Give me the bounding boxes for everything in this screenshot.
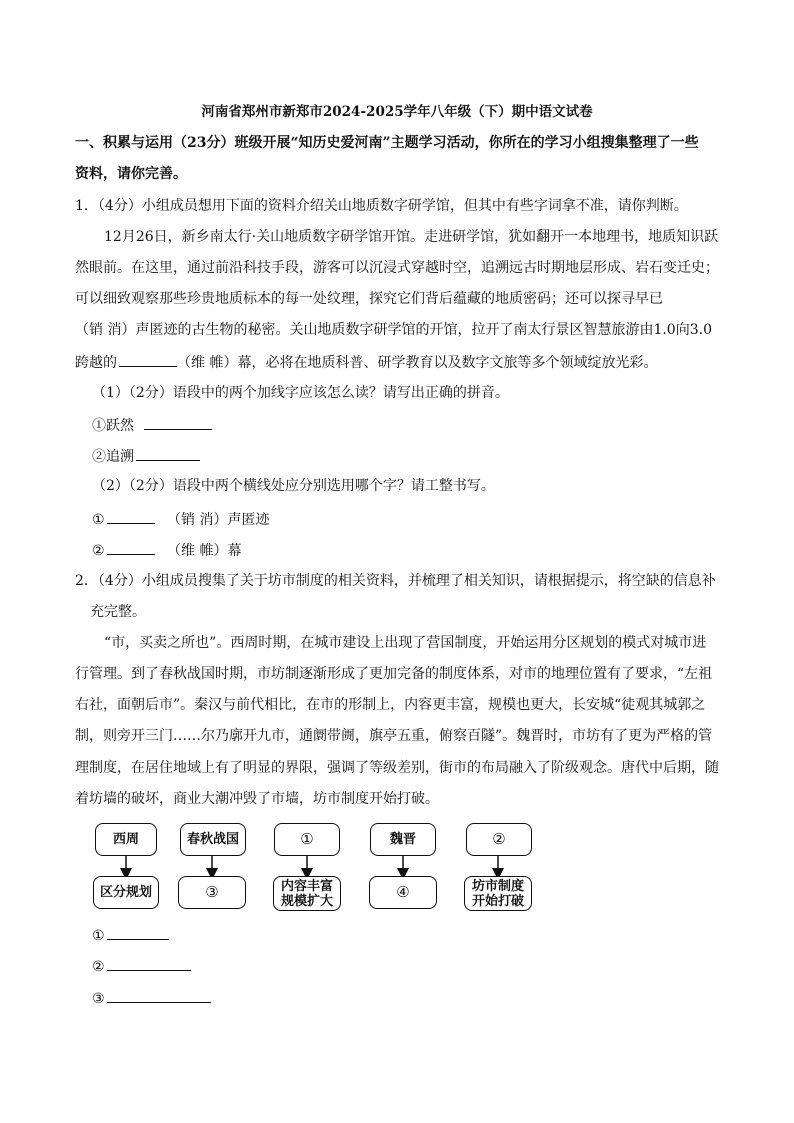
passage-line: 然眼前。在这里，通过前沿科技手段，游客可以沉浸式穿越时空，追溯远古时期地层形成、岩石变迁史； xyxy=(75,260,719,276)
passage-line: （销 消）声匿迹的古生物的秘密。关山地质数字研学馆的开馆，拉开了南太行景区智慧旅游由1.0向3.0 xyxy=(75,322,712,338)
diagram-box-top: ② xyxy=(466,823,532,856)
answer-blank[interactable] xyxy=(107,923,169,940)
passage-line: 制，则旁开三门……尔乃廓开九市，通阛带阓，旗亭五重，俯察百隧”。魏晋时，市坊有了更为严格的管 xyxy=(75,728,713,744)
answer-blank[interactable] xyxy=(107,986,211,1003)
passage-line: 12月26日，新乡南太行·关山地质数字研学馆开馆。走进研学馆，犹如翻开一本地理书，地质知识跃 xyxy=(104,229,719,245)
diagram-box-top: 魏晋 xyxy=(370,823,436,856)
answer-label: （维 帷）幕 xyxy=(167,543,242,559)
sub-question-2: （2）（2分）语段中两个横线处应分别选用哪个字？请工整书写。 xyxy=(92,478,495,494)
question-2-stem: 2．（4分）小组成员搜集了关于坊市制度的相关资料，并梳理了相关知识，请根据提示，将空缺的信息补 xyxy=(75,573,716,589)
diagram-box-bottom: ④ xyxy=(369,876,437,909)
diagram-box-bottom: 内容丰富 规模扩大 xyxy=(273,876,341,911)
answer-label: ①跃然 xyxy=(92,418,134,434)
question-1-stem: 1．（4分）小组成员想用下面的资料介绍关山地质数字研学馆，但其中有些字词拿不准，请你判断。 xyxy=(75,198,688,214)
passage-line: 着坊墙的破坏，商业大潮冲毁了市墙，坊市制度开始打破。 xyxy=(75,791,439,807)
answer-marker: ③ xyxy=(92,991,105,1007)
answer-marker: ① xyxy=(92,512,105,528)
passage-line: 行管理。到了春秋战国时期，市坊制逐渐形成了更加完备的制度体系，对市的地理位置有了要求，“左祖 xyxy=(75,666,713,682)
answer-item xyxy=(92,954,191,978)
passage-line: 右社，面朝后市”。秦汉与前代相比，在市的形制上，内容更丰富，规模也更大，长安城“徒观其城郭之 xyxy=(75,697,706,713)
sub-question-1: （1）（2分）语段中的两个加线字应该怎么读？请写出正确的拼音。 xyxy=(92,385,509,401)
diagram-box-bottom: 区分规划 xyxy=(93,876,159,909)
answer-item xyxy=(92,923,169,947)
answer-marker: ② xyxy=(92,959,105,975)
answer-label: ②追溯 xyxy=(92,449,134,465)
passage-text: 跨越的 xyxy=(75,355,117,371)
passage-line: 理制度，在居住地域上有了明显的界限，强调了等级差别，街市的布局融入了阶级观念。唐代中后期，随 xyxy=(75,760,719,776)
answer-marker: ① xyxy=(92,928,105,944)
section-heading-cont: 资料，请你完善。 xyxy=(75,166,187,182)
question-2-stem-cont: 充完整。 xyxy=(90,604,146,620)
diagram-box-bottom: 坊市制度 开始打破 xyxy=(464,876,532,911)
diagram-box-bottom: ③ xyxy=(178,876,246,909)
section-heading: 一、积累与运用（23分）班级开展“知历史爱河南”主题学习活动，你所在的学习小组搜集整理了一些 xyxy=(75,135,699,151)
passage-line: “市，买卖之所也”。西周时期，在城市建设上出现了营国制度，开始运用分区规划的模式对城市进 xyxy=(104,635,707,651)
passage-line: 可以细致观察那些珍贵地质标本的每一处纹理，探究它们背后蕴藏的地质密码；还可以探寻早已 xyxy=(75,291,663,307)
answer-item xyxy=(92,986,211,1010)
diagram-box-top: ① xyxy=(274,823,340,856)
diagram-box-top: 西周 xyxy=(95,823,157,856)
diagram-box-top: 春秋战国 xyxy=(180,823,246,856)
answer-marker: ② xyxy=(92,543,105,559)
passage-text: （维 帷）幕，必将在地质科普、研学教育以及数字文旅等多个领域绽放光彩。 xyxy=(177,355,658,371)
answer-label: （销 消）声匿迹 xyxy=(167,512,270,528)
exam-title: 河南省郑州市新郑市2024-2025学年八年级（下）期中语文试卷 xyxy=(201,104,593,120)
answer-blank[interactable] xyxy=(107,954,191,971)
